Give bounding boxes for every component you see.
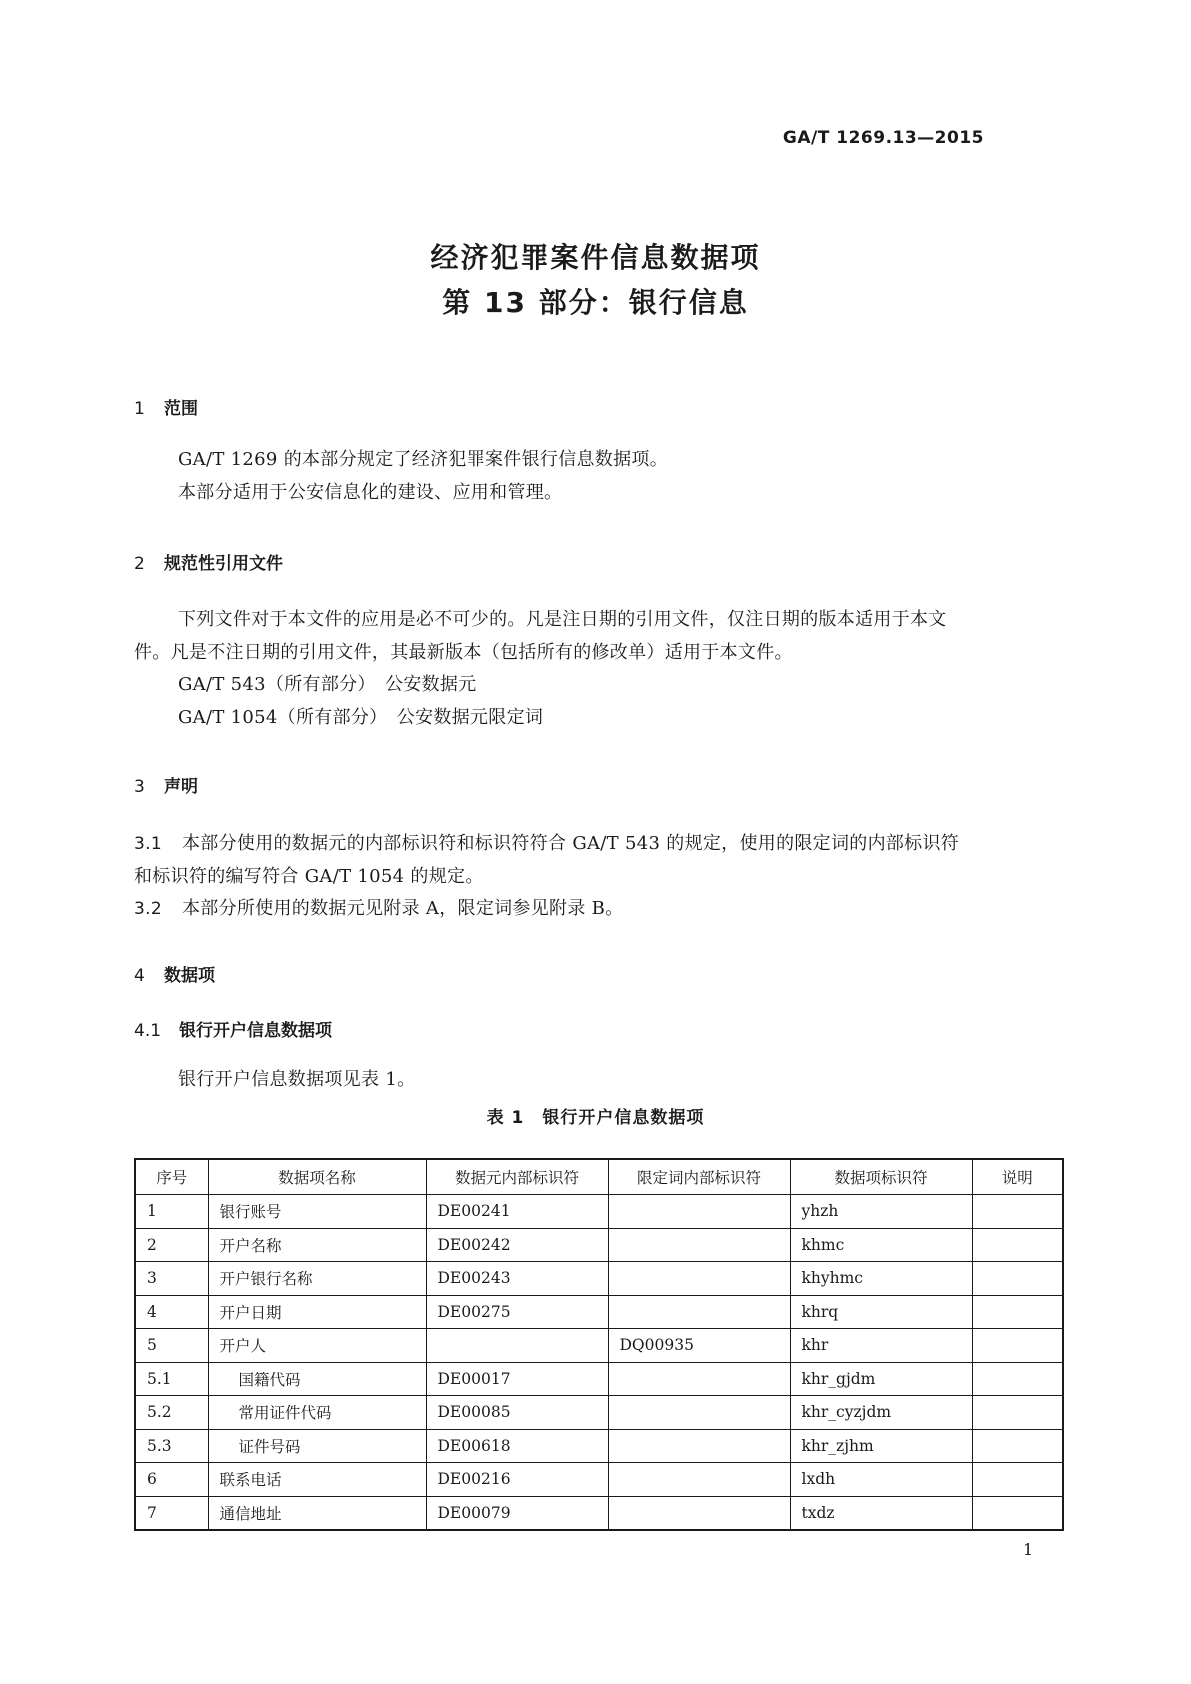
cell-qualifier-id [608, 1463, 790, 1497]
clause-3-1-continuation: 和标识符的编写符合 GA/T 1054 的规定。 [134, 866, 484, 887]
table-row [135, 1329, 1063, 1363]
cell-item-name: 开户名称 [208, 1228, 426, 1262]
section-4-heading [134, 961, 215, 986]
cell-serial: 1 [135, 1195, 208, 1229]
cell-qualifier-id [608, 1496, 790, 1530]
column-header-item-name: 数据项名称 [208, 1159, 426, 1195]
cell-qualifier-id: DQ00935 [608, 1329, 790, 1363]
cell-element-id: DE00216 [426, 1463, 608, 1497]
clause-3-2 [134, 894, 623, 920]
cell-item-identifier: khyhmc [790, 1262, 972, 1296]
clause-3-2-text: 本部分所使用的数据元见附录 A，限定词参见附录 B。 [182, 898, 624, 919]
normative-reference: GA/T 543（所有部分） 公安数据元 [178, 674, 477, 695]
cell-element-id: DE00085 [426, 1396, 608, 1430]
cell-element-id: DE00017 [426, 1362, 608, 1396]
cell-item-name: 通信地址 [208, 1496, 426, 1530]
cell-item-identifier: khmc [790, 1228, 972, 1262]
cell-element-id: DE00243 [426, 1262, 608, 1296]
column-header-remarks: 说明 [972, 1159, 1063, 1195]
section-1-title: 范围 [164, 399, 198, 419]
section-4-1-paragraph: 银行开户信息数据项见表 1。 [178, 1069, 416, 1090]
cell-remarks [972, 1463, 1063, 1497]
document-subtitle: 第 13 部分：银行信息 [442, 286, 749, 319]
cell-remarks [972, 1228, 1063, 1262]
document-title: 经济犯罪案件信息数据项 [430, 241, 761, 274]
cell-qualifier-id [608, 1295, 790, 1329]
section-1-heading [134, 394, 198, 419]
cell-serial: 5 [135, 1329, 208, 1363]
section-2-number: 2 [134, 554, 145, 574]
section-4-1-heading [134, 1016, 332, 1041]
cell-serial: 6 [135, 1463, 208, 1497]
table-row [135, 1362, 1063, 1396]
clause-3-1 [134, 829, 959, 855]
cell-qualifier-id [608, 1195, 790, 1229]
cell-serial: 5.2 [135, 1396, 208, 1430]
cell-item-name: 开户人 [208, 1329, 426, 1363]
cell-serial: 2 [135, 1228, 208, 1262]
clause-3-1-number: 3.1 [134, 834, 162, 854]
cell-item-identifier: khr [790, 1329, 972, 1363]
section-3-number: 3 [134, 777, 145, 797]
column-header-item-identifier: 数据项标识符 [790, 1159, 972, 1195]
section-2-paragraph-line: 件。凡是不注日期的引用文件，其最新版本（包括所有的修改单）适用于本文件。 [134, 642, 793, 663]
cell-qualifier-id [608, 1396, 790, 1430]
section-2-paragraph-line: 下列文件对于本文件的应用是必不可少的。凡是注日期的引用文件，仅注日期的版本适用于本文 [178, 609, 947, 630]
clause-3-2-number: 3.2 [134, 899, 162, 919]
cell-remarks [972, 1429, 1063, 1463]
column-header-serial: 序号 [135, 1159, 208, 1195]
table-row [135, 1295, 1063, 1329]
table-caption: 表 1 银行开户信息数据项 [486, 1108, 705, 1128]
cell-serial: 5.1 [135, 1362, 208, 1396]
cell-remarks [972, 1329, 1063, 1363]
section-4-number: 4 [134, 966, 145, 986]
cell-remarks [972, 1396, 1063, 1430]
cell-item-name: 常用证件代码 [208, 1396, 426, 1430]
cell-item-identifier: lxdh [790, 1463, 972, 1497]
section-4-title: 数据项 [164, 966, 215, 986]
cell-element-id: DE00241 [426, 1195, 608, 1229]
table-row [135, 1429, 1063, 1463]
cell-serial: 3 [135, 1262, 208, 1296]
section-1-paragraph: GA/T 1269 的本部分规定了经济犯罪案件银行信息数据项。 [178, 449, 668, 470]
cell-serial: 4 [135, 1295, 208, 1329]
cell-element-id: DE00618 [426, 1429, 608, 1463]
data-items-table [134, 1158, 1064, 1531]
cell-item-identifier: khr_cyzjdm [790, 1396, 972, 1430]
cell-item-identifier: yhzh [790, 1195, 972, 1229]
section-4-1-number: 4.1 [134, 1021, 162, 1041]
page-number: 1 [1023, 1540, 1034, 1559]
cell-item-name: 国籍代码 [208, 1362, 426, 1396]
section-2-title: 规范性引用文件 [164, 554, 283, 574]
table-row [135, 1195, 1063, 1229]
table-row [135, 1228, 1063, 1262]
section-1-number: 1 [134, 399, 145, 419]
cell-item-identifier: khrq [790, 1295, 972, 1329]
normative-reference: GA/T 1054（所有部分） 公安数据元限定词 [178, 707, 544, 728]
cell-remarks [972, 1362, 1063, 1396]
cell-item-name: 银行账号 [208, 1195, 426, 1229]
cell-qualifier-id [608, 1362, 790, 1396]
table-row [135, 1496, 1063, 1530]
table-row [135, 1463, 1063, 1497]
cell-remarks [972, 1262, 1063, 1296]
section-4-1-title: 银行开户信息数据项 [179, 1021, 332, 1041]
cell-element-id: DE00079 [426, 1496, 608, 1530]
cell-element-id [426, 1329, 608, 1363]
cell-item-name: 联系电话 [208, 1463, 426, 1497]
cell-item-identifier: khr_zjhm [790, 1429, 972, 1463]
cell-remarks [972, 1195, 1063, 1229]
column-header-qualifier-id: 限定词内部标识符 [608, 1159, 790, 1195]
section-3-heading [134, 772, 198, 797]
column-header-element-id: 数据元内部标识符 [426, 1159, 608, 1195]
clause-3-1-text: 本部分使用的数据元的内部标识符和标识符符合 GA/T 543 的规定，使用的限定词的内部标识符 [182, 833, 960, 854]
cell-element-id: DE00242 [426, 1228, 608, 1262]
cell-element-id: DE00275 [426, 1295, 608, 1329]
standard-code: GA/T 1269.13—2015 [782, 128, 984, 148]
cell-item-name: 开户日期 [208, 1295, 426, 1329]
cell-remarks [972, 1295, 1063, 1329]
cell-qualifier-id [608, 1228, 790, 1262]
cell-qualifier-id [608, 1429, 790, 1463]
table-row [135, 1396, 1063, 1430]
cell-remarks [972, 1496, 1063, 1530]
cell-item-name: 开户银行名称 [208, 1262, 426, 1296]
section-3-title: 声明 [164, 777, 198, 797]
cell-serial: 7 [135, 1496, 208, 1530]
table-header-row [135, 1159, 1063, 1195]
cell-item-name: 证件号码 [208, 1429, 426, 1463]
table-row [135, 1262, 1063, 1296]
section-2-heading [134, 549, 283, 574]
cell-item-identifier: txdz [790, 1496, 972, 1530]
cell-qualifier-id [608, 1262, 790, 1296]
cell-item-identifier: khr_gjdm [790, 1362, 972, 1396]
section-1-paragraph: 本部分适用于公安信息化的建设、应用和管理。 [178, 482, 563, 503]
cell-serial: 5.3 [135, 1429, 208, 1463]
